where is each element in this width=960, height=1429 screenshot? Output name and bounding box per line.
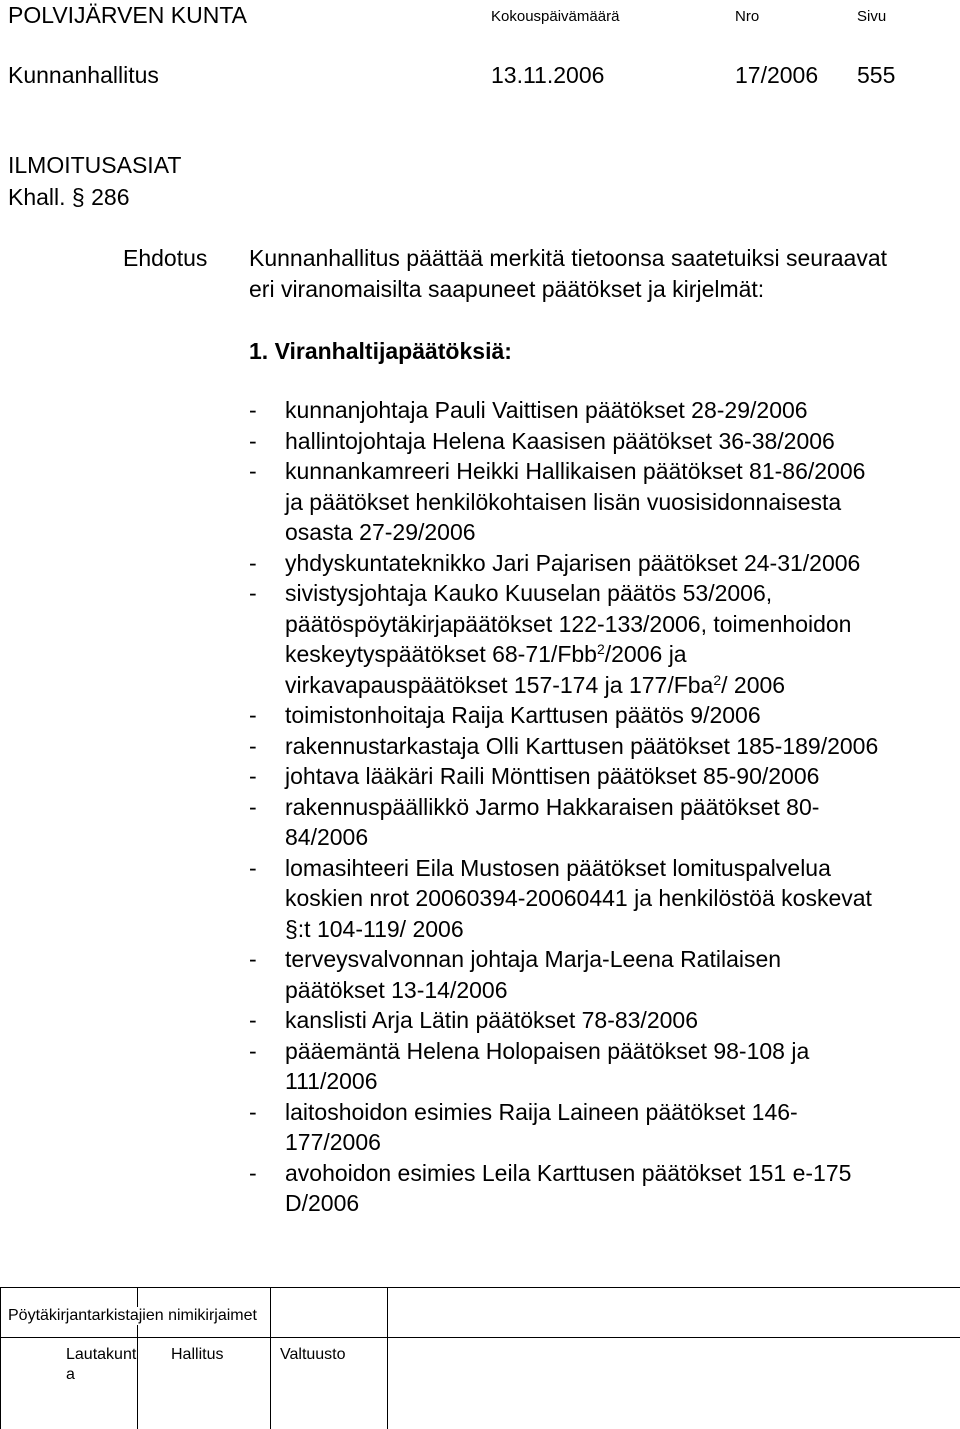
proposal-line-2: eri viranomaisilta saapuneet päätökset ja kirjelmät: [249,276,765,302]
signature-cell-empty [388,1287,960,1429]
list-item-line: päätöspöytäkirjapäätökset 122-133/2006, toimenhoidon [285,610,852,637]
list-item-line: §:t 104-119/ 2006 [285,915,464,942]
list-dash: - [249,458,257,484]
list-item-line: ja päätökset henkilökohtaisen lisän vuosisidonnaisesta [285,488,842,515]
list-item-line: kunnanjohtaja Pauli Vaittisen päätökset 28-29/2006 [285,397,808,423]
list-item-line: avohoidon esimies Leila Karttusen päätökset 151 e-175 [285,1159,852,1186]
list-dash: - [249,793,257,820]
list-item [249,853,954,945]
list-dash: - [249,946,257,972]
footer-lautakunta-label-end: a [66,1366,75,1383]
list-item-line: lomasihteeri Eila Mustosen päätökset lomituspalvelua [285,854,831,881]
proposal-line-1: Kunnanhallitus päättää merkitä tietoonsa saatetuiksi seuraavat [249,245,888,271]
list-item-line: toimistonhoitaja Raija Karttusen päätös 9/2006 [285,702,761,728]
list-item [249,548,954,579]
list-item-line: 111/2006 [285,1068,378,1094]
list-item-line: sivistysjohtaja Kauko Kuuselan päätös 53/2006, [285,580,773,606]
list-item-line: D/2006 [285,1190,360,1216]
list-dash: - [249,702,257,728]
page-column-label: Sivu [857,8,887,25]
list-item-line: osasta 27-29/2006 [285,519,476,545]
list-item [249,1097,954,1158]
list-item-line: rakennuspäällikkö Jarmo Hakkaraisen päätökset 80- [285,793,820,820]
footer-title: Pöytäkirjantarkistajien nimikirjaimet [8,1307,261,1325]
section-title: ILMOITUSASIAT [8,152,182,178]
list-item [249,731,954,762]
list-item [249,1158,954,1219]
decision-list [249,395,954,1219]
body-name: Kunnanhallitus [8,62,159,88]
meeting-date: 13.11.2006 [491,62,605,88]
paragraph-number: Khall. § 286 [8,184,130,210]
list-item-line: terveysvalvonnan johtaja Marja-Leena Ratilaisen [285,946,782,972]
list-item [249,395,954,426]
number-column-label: Nro [735,8,760,25]
list-dash: - [249,763,257,789]
list-item-line: virkavapauspäätökset 157-174 ja 177/Fba$^2$/ 2006 [285,671,786,698]
organization-name: POLVIJÄRVEN KUNTA [8,2,248,28]
list-item [249,1005,954,1036]
date-column-label: Kokouspäivämäärä [491,8,620,25]
list-item-line: kanslisti Arja Lätin päätökset 78-83/2006 [285,1007,698,1033]
meeting-number: 17/2006 [735,62,819,88]
list-item [249,426,954,457]
page-number: 555 [857,62,896,88]
list-item [249,700,954,731]
footer-lautakunta-label: Lautakunt [66,1346,137,1363]
list-heading-text: 1. Viranhaltijapäätöksiä: [249,338,512,364]
list-item-line: koskien nrot 20060394-20060441 ja henkilöstöä koskevat [285,885,872,911]
list-item [249,456,954,548]
list-item [249,761,954,792]
list-item-line: johtava lääkäri Raili Mönttisen päätökset 85-90/2006 [285,763,820,789]
list-dash: - [249,397,257,423]
list-dash: - [249,549,257,576]
footer-valtuusto-label: Valtuusto [280,1346,346,1363]
list-item-line: pääemäntä Helena Holopaisen päätökset 98-108 ja [285,1037,810,1064]
list-item-line: hallintojohtaja Helena Kaasisen päätökset 36-38/2006 [285,427,835,454]
list-item-line: rakennustarkastaja Olli Karttusen päätökset 185-189/2006 [285,732,879,759]
list-dash: - [249,732,257,759]
list-item-line: laitoshoidon esimies Raija Laineen päätökset 146- [285,1098,798,1125]
list-item [249,944,954,1005]
list-item [249,1036,954,1097]
list-dash: - [249,1037,257,1064]
list-item-line: 84/2006 [285,824,369,850]
list-dash: - [249,1159,257,1186]
list-heading [249,338,512,365]
list-item-line: päätökset 13-14/2006 [285,976,508,1003]
list-dash: - [249,1007,257,1033]
list-dash: - [249,427,257,454]
list-item [249,578,954,700]
list-item-line: yhdyskuntateknikko Jari Pajarisen päätökset 24-31/2006 [285,549,861,576]
footer-hallitus-label: Hallitus [171,1346,224,1363]
list-dash: - [249,580,257,606]
list-dash: - [249,854,257,881]
list-dash: - [249,1098,257,1125]
list-item-line: kunnankamreeri Heikki Hallikaisen päätökset 81-86/2006 [285,458,866,484]
proposal-label: Ehdotus [123,245,208,271]
list-item [249,792,954,853]
signature-divider [0,1337,960,1338]
list-item-line: keskeytyspäätökset 68-71/Fbb$^2$/2006 ja [285,641,687,667]
list-item-line: 177/2006 [285,1129,381,1155]
